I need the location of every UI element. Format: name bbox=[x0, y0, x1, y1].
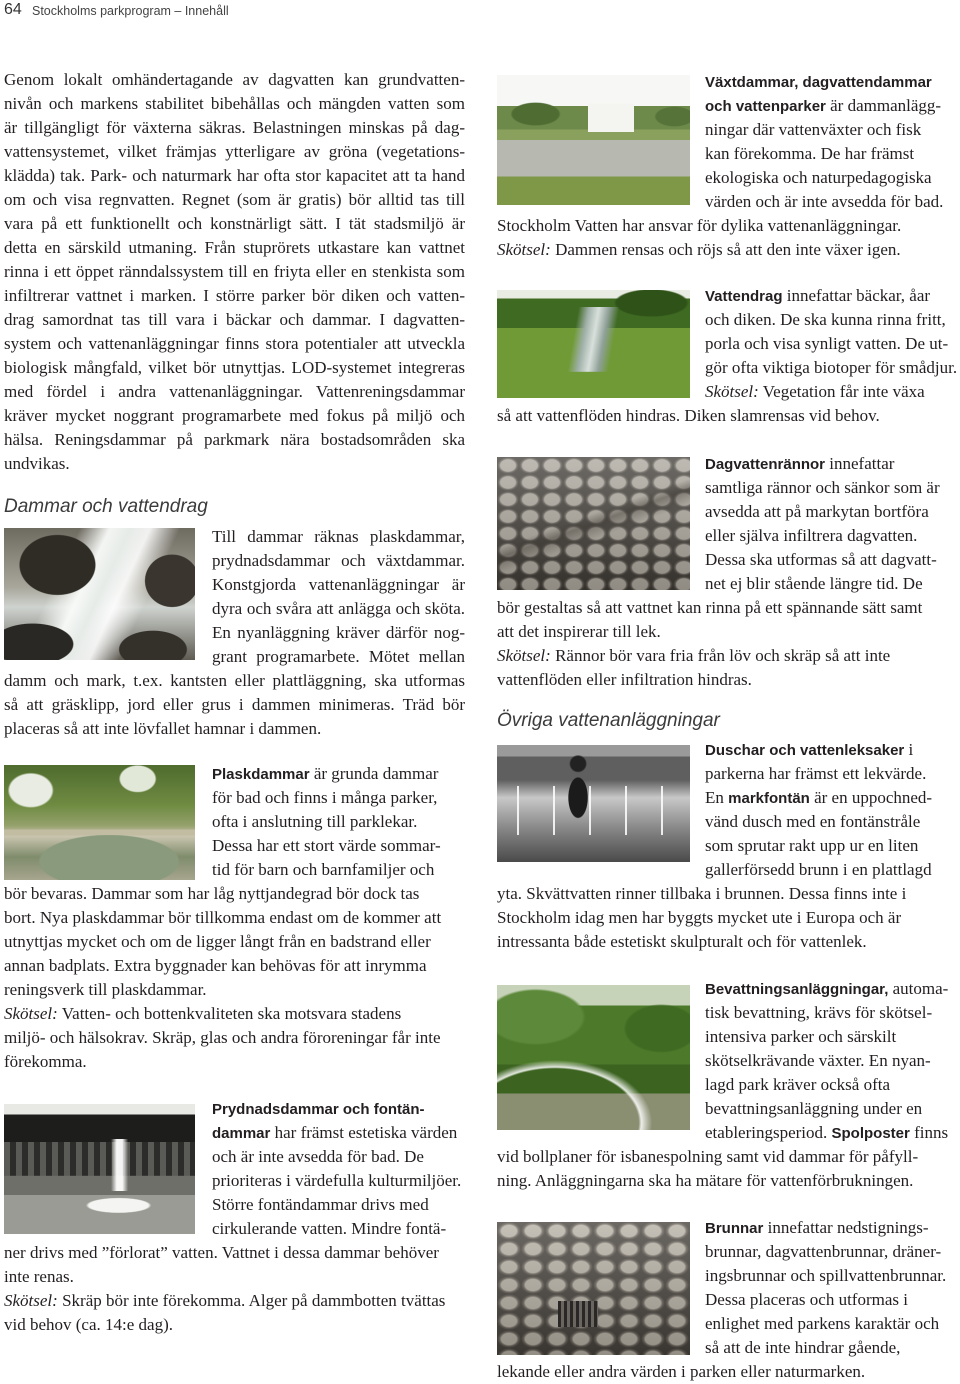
wells-text-beside-photo bbox=[705, 1216, 958, 1360]
text-line: bör gestaltas så att vattnet kan rinna på ett spännande sätt samt bbox=[497, 598, 923, 617]
text-run: etableringsperiod. bbox=[705, 1123, 832, 1142]
text-line: Dessa placeras och utformas i bbox=[705, 1290, 908, 1309]
text-run: innefattar bäckar, åar bbox=[782, 286, 931, 305]
text-line: intressanta både estetiskt skulpturalt och för vattenlek. bbox=[497, 932, 867, 951]
term-label: Brunnar bbox=[705, 1220, 764, 1237]
maintenance-label: Skötsel: bbox=[497, 240, 551, 259]
text-line: tid för barn och barnfamiljer och bbox=[212, 860, 435, 879]
text-line: vänd dusch med en fontänstråle bbox=[705, 812, 921, 831]
text-line: inte renas. bbox=[4, 1267, 74, 1286]
text-line: skötselkrävande växter. En nyan- bbox=[705, 1051, 931, 1070]
text-line: vattenflöden eller infiltration hindras. bbox=[497, 670, 752, 689]
text-line: bör bevaras. Dammar som har låg nyttjandegrad bör dock tas bbox=[4, 884, 420, 903]
text-line: samtliga rännor och sänkor som är bbox=[705, 478, 940, 497]
text-line: ekologiska och naturpedagogiska bbox=[705, 168, 932, 187]
text-line: Genom lokalt omhändertagande av dagvatten kan grundvatten- bbox=[4, 70, 465, 89]
text-line: rinna i ett öppet ränndalssystem till en friyta eller en stenkista som bbox=[4, 262, 465, 281]
text-line bbox=[705, 977, 958, 1001]
text-line: placeras så att inte lövfallet hamnar i dammen. bbox=[4, 719, 322, 738]
text-line: så att gräsklipp, jord eller grus i dammen minimeras. Träd bör bbox=[4, 695, 465, 714]
ornamental-ponds-text-beside-photo bbox=[212, 1097, 465, 1241]
text-line: eller själva infiltrera dagvatten. bbox=[705, 526, 918, 545]
plant-ponds-text-below-photo bbox=[497, 214, 958, 262]
text-line: så att de inte hindrar gående, bbox=[705, 1338, 901, 1357]
text-line: vattensystemet, vilket främjas ytterligare av gröna (vegetations- bbox=[4, 142, 465, 161]
text-line: prioriteras i värdefulla kulturmiljöer. bbox=[212, 1171, 462, 1190]
text-line: brunnar, dagvattenbrunnar, dräner- bbox=[705, 1242, 942, 1261]
text-line: så att vattenflöden hindras. Diken slamrensas vid behov. bbox=[497, 406, 880, 425]
text-line bbox=[705, 738, 958, 762]
term-label: markfontän bbox=[728, 790, 810, 807]
text-run: är grunda dammar bbox=[309, 764, 439, 783]
text-line: Stockholm Vatten har ansvar för dylika vattenanläggningar. bbox=[497, 216, 902, 235]
text-line: och diken. De ska kunna rinna fritt, bbox=[705, 310, 946, 329]
text-line bbox=[497, 644, 958, 668]
term-label: Vattendrag bbox=[705, 288, 783, 305]
text-line: nivån och markens stabilitet bibehållas och mängden vatten som bbox=[4, 94, 465, 113]
text-line: vid bollplaner för isbanespolning samt vid dammar för påfyll- bbox=[497, 1147, 919, 1166]
photo-fountain-pond bbox=[4, 1104, 195, 1234]
text-line: om och visa regnvatten. Regnet (som är gratis) bör alltid tas till bbox=[4, 190, 465, 209]
text-line: gallerförsedd brunn i en plattlagd bbox=[705, 860, 932, 879]
text-line: tisk bevattning, krävs för skötsel- bbox=[705, 1003, 933, 1022]
text-line: prydnadsdammar och växtdammar. bbox=[212, 551, 465, 570]
text-line: Dessa har ett stort värde sommar- bbox=[212, 836, 441, 855]
text-line: enlighet med parkens karaktär och bbox=[705, 1314, 940, 1333]
plant-ponds-text-beside-photo bbox=[705, 70, 958, 214]
text-run: Vegetation får inte växa bbox=[758, 382, 925, 401]
text-line bbox=[497, 238, 958, 262]
text-line: bevattningsanläggning under en bbox=[705, 1099, 923, 1118]
page-number: 64 bbox=[4, 1, 22, 18]
text-line: gör ofta viktiga biotoper för smådjur. bbox=[705, 358, 958, 377]
wells-text-below-photo bbox=[497, 1360, 958, 1384]
text-line bbox=[212, 1121, 465, 1145]
text-line: som sprutar rakt upp ur en liten bbox=[705, 836, 919, 855]
gutters-text-beside-photo bbox=[705, 452, 958, 596]
text-line: Större fontändammar drivs med bbox=[212, 1195, 429, 1214]
text-run: innefattar nedstignings- bbox=[763, 1218, 929, 1237]
text-run: innefattar bbox=[825, 454, 895, 473]
text-run: är en uppochned- bbox=[809, 788, 933, 807]
text-line bbox=[705, 284, 958, 308]
term-label: Prydnadsdammar och fontän- bbox=[212, 1101, 425, 1118]
text-line: lekande eller andra värden i parken eller naturmarken. bbox=[497, 1362, 866, 1381]
irrigation-text-below-photo bbox=[497, 1145, 958, 1193]
text-line: ingsbrunnar och spillvattenbrunnar. bbox=[705, 1266, 947, 1285]
wading-pools-text-beside-photo bbox=[212, 762, 465, 882]
section-heading-ponds: Dammar och vattendrag bbox=[4, 496, 208, 517]
text-line bbox=[705, 1121, 958, 1145]
text-line: biologisk mångfald, vilket bör utnyttjas. LOD-systemet integreras bbox=[4, 358, 465, 377]
text-line: bort. Nya plaskdammar bör tillkomma endast om de kommer att bbox=[4, 908, 442, 927]
photo-sprinkler bbox=[497, 985, 690, 1130]
photo-stream bbox=[497, 290, 690, 398]
text-line: utnyttjas mycket och om de ligger långt från en badstrand eller bbox=[4, 932, 431, 951]
text-line: reningsverk till plaskdammar. bbox=[4, 980, 207, 999]
text-line: porla och visa synligt vatten. De ut- bbox=[705, 334, 949, 353]
text-line: ningar där vattenväxter och fisk bbox=[705, 120, 922, 139]
text-line bbox=[705, 1216, 958, 1240]
text-run: automa- bbox=[888, 979, 949, 998]
text-line bbox=[4, 1289, 465, 1313]
text-line: Stockholm idag men har byggts mycket ute i Europa och är bbox=[497, 908, 902, 927]
text-line bbox=[4, 1002, 465, 1026]
term-label: Spolposter bbox=[831, 1125, 910, 1142]
text-line bbox=[212, 1097, 465, 1121]
text-line: parkerna har främst ett lekvärde. bbox=[705, 764, 927, 783]
text-line: vid behov (ca. 14:e dag). bbox=[4, 1315, 173, 1334]
text-run: finns bbox=[909, 1123, 949, 1142]
maintenance-label: Skötsel: bbox=[4, 1004, 58, 1023]
play-fountains-text-below-photo bbox=[497, 882, 958, 954]
text-line: drag samordnat tas till vara i bäckar och dammar. I dagvatten- bbox=[4, 310, 465, 329]
text-line: cirkulerande vatten. Mindre fontä- bbox=[212, 1219, 447, 1238]
text-line bbox=[212, 762, 465, 786]
text-line: Dessa ska utformas så att dagvatt- bbox=[705, 550, 937, 569]
text-line: ner drivs med ”förlorat” vatten. Vattnet i dessa dammar behöver bbox=[4, 1243, 439, 1262]
text-line: lagd park kräver också ofta bbox=[705, 1075, 891, 1094]
text-line: ofta i anslutning till parklekar. bbox=[212, 812, 418, 831]
text-line: hälsa. Reningsdammar på parkmark nära bostadsområden ska bbox=[4, 430, 465, 449]
text-line: förekomma. bbox=[4, 1052, 87, 1071]
text-line: grant programarbete. Mötet mellan bbox=[212, 647, 465, 666]
text-line: damm och mark, t.ex. kantsten eller plattläggning, ska utformas bbox=[4, 671, 465, 690]
play-fountains-text-beside-photo bbox=[705, 738, 958, 882]
text-run: har främst estetiska värden bbox=[270, 1123, 458, 1142]
text-line: detta en särskild utmaning. Från stuprörets utkastare kan vattnet bbox=[4, 238, 465, 257]
text-line: att det inspirerar till lek. bbox=[497, 622, 661, 641]
text-line: system och vattenanläggningar finns stora potentialer att utveckla bbox=[4, 334, 465, 353]
term-label: Dagvattenrännor bbox=[705, 456, 826, 473]
text-run: Skräp bör inte förekomma. Alger på dammbotten tvättas bbox=[57, 1291, 446, 1310]
running-header: Stockholms parkprogram – Innehåll bbox=[32, 4, 229, 18]
ornamental-ponds-text-below-photo bbox=[4, 1241, 465, 1337]
text-line: infiltrerar vattnet i marken. I större parker bör diken och vatten- bbox=[4, 286, 465, 305]
text-line: En nyanläggning kräver därför nog- bbox=[212, 623, 465, 642]
text-line bbox=[705, 70, 958, 94]
text-run: Dammen rensas och röjs så att den inte växer igen. bbox=[550, 240, 901, 259]
text-run: är dammanlägg- bbox=[825, 96, 942, 115]
gutters-text-below-photo bbox=[497, 596, 958, 692]
watercourses-text-beside-photo bbox=[705, 284, 958, 404]
text-line: yta. Skvättvatten rinner tillbaka i brunnen. Dessa finns inte i bbox=[497, 884, 907, 903]
text-line: net ej blir stående längre tid. De bbox=[705, 574, 923, 593]
text-line: Till dammar räknas plaskdammar, bbox=[212, 527, 465, 546]
text-line: ning. Anläggningarna ska ha mätare för vattenförbrukningen. bbox=[497, 1171, 914, 1190]
term-label: Bevattningsanläggningar, bbox=[705, 981, 889, 998]
maintenance-label: Skötsel: bbox=[4, 1291, 58, 1310]
text-line: klädda) tak. Park- och naturmark har ofta stor kapacitet att ta hand bbox=[4, 166, 465, 185]
term-label: dammar bbox=[212, 1125, 271, 1142]
text-line: dyra och svåra att anlägga och sköta. bbox=[212, 599, 465, 618]
ponds-text-below-photo bbox=[4, 669, 465, 741]
text-line bbox=[705, 786, 958, 810]
ponds-text-beside-photo bbox=[212, 525, 465, 669]
text-line: vara på ett funktionellt och konstnärligt sätt. I tät stadsmiljö är bbox=[4, 214, 465, 233]
text-line: kräver mycket noggrant programarbete med fokus på miljö och bbox=[4, 406, 465, 425]
term-label: Plaskdammar bbox=[212, 766, 310, 783]
text-line: miljö- och hälsokrav. Skräp, glas och andra föroreningar får inte bbox=[4, 1028, 441, 1047]
text-run: i bbox=[904, 740, 914, 759]
text-line: och är inte avsedda för bad. De bbox=[212, 1147, 424, 1166]
photo-cobble-gutter bbox=[497, 457, 690, 590]
text-line: är tillgängligt för växterna säkras. Belastningen minskas på dag- bbox=[4, 118, 465, 137]
text-line: annan badplats. Extra byggnader kan behövas för att inrymma bbox=[4, 956, 427, 975]
section-heading-other-installations: Övriga vattenanläggningar bbox=[497, 710, 720, 731]
intro-paragraph bbox=[4, 68, 465, 476]
photo-waterfall-rocks bbox=[4, 528, 195, 660]
maintenance-label: Skötsel: bbox=[705, 382, 759, 401]
photo-plant-pond bbox=[497, 75, 690, 205]
text-line: kan förekomma. De har främst bbox=[705, 144, 915, 163]
text-line bbox=[705, 380, 958, 404]
text-line: intensiva parker och särskilt bbox=[705, 1027, 897, 1046]
text-line: för bad och finns i många parker, bbox=[212, 788, 438, 807]
text-line: värden och är inte avsedda för bad. bbox=[705, 192, 944, 211]
term-label: Duschar och vattenleksaker bbox=[705, 742, 905, 759]
term-label: Växtdammar, dagvattendammar bbox=[705, 74, 932, 91]
term-label: och vattenparker bbox=[705, 98, 826, 115]
photo-play-fountain bbox=[497, 745, 690, 862]
photo-wading-pool bbox=[4, 765, 195, 880]
text-run: Vatten- och bottenkvaliteten ska motsvara stadens bbox=[57, 1004, 402, 1023]
text-run: En bbox=[705, 788, 729, 807]
photo-drain-cobbles bbox=[497, 1222, 690, 1355]
irrigation-text-beside-photo bbox=[705, 977, 958, 1145]
text-line: Konstgjorda vattenanläggningar är bbox=[212, 575, 465, 594]
text-line bbox=[705, 94, 958, 118]
wading-pools-text-below-photo bbox=[4, 882, 465, 1074]
text-line bbox=[705, 452, 958, 476]
text-line: undvikas. bbox=[4, 454, 70, 473]
text-line: avsedda att på markytan bortföra bbox=[705, 502, 929, 521]
text-run: Rännor bör vara fria från löv och skräp så att inte bbox=[550, 646, 891, 665]
watercourses-text-below-photo bbox=[497, 404, 958, 428]
maintenance-label: Skötsel: bbox=[497, 646, 551, 665]
text-line: med fördel i andra vattenanläggningar. Vattenreningsdammar bbox=[4, 382, 465, 401]
